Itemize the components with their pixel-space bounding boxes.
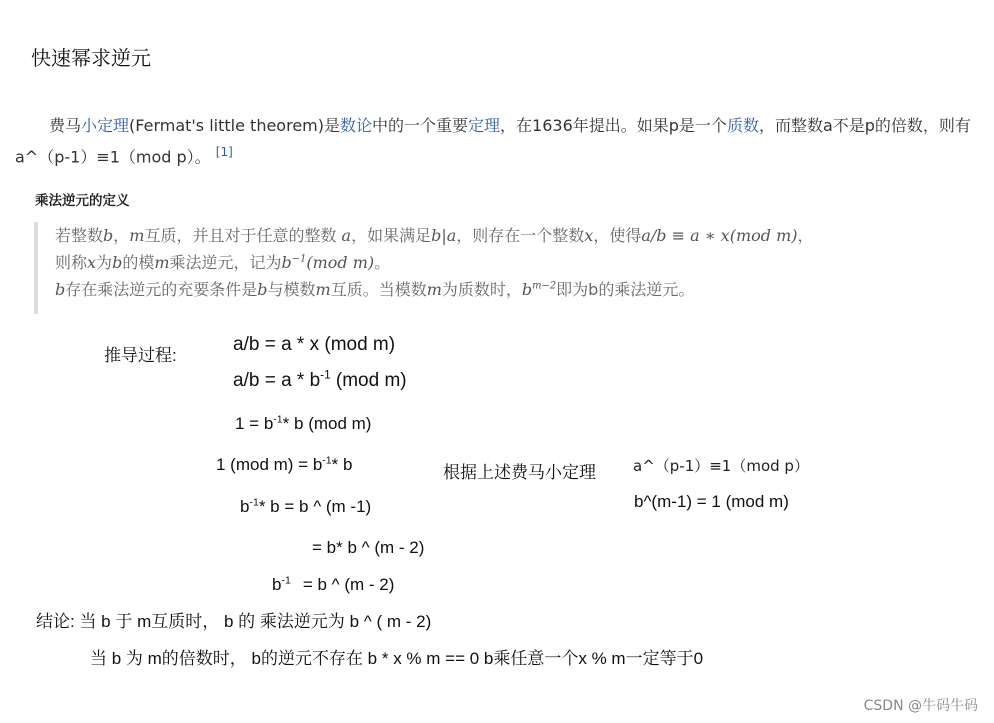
- definition-line-1: 若整数b，m互质，并且对于任意的整数 a，如果满足b|a，则存在一个整数x，使得a/b ≡ a ∗ x(mod m)，: [55, 226, 814, 245]
- section-heading: 乘法逆元的定义: [35, 193, 130, 209]
- derivation-step-6: = b* b ^ (m - 2): [312, 538, 425, 557]
- link-fermat-little-theorem[interactable]: 小定理: [81, 116, 130, 135]
- reference-link[interactable]: [1]: [215, 145, 233, 159]
- derivation-step-3: $1 = b^{-1}*$ b (mod m): [235, 413, 372, 433]
- derivation-label: 推导过程:: [104, 346, 177, 365]
- page-title: 快速幂求逆元: [31, 46, 151, 70]
- intro-text: 费马: [49, 116, 82, 135]
- intro-text: ，在1636年提出。如果p是一个: [500, 116, 727, 135]
- definition-line-3: b存在乘法逆元的充要条件是b与模数m互质。当模数m为质数时，$b^{m-2}$即为b的乘法逆元。: [55, 280, 695, 299]
- derivation-step-5: $b^{-1}*$ b = b ^ (m -1): [240, 496, 372, 516]
- definition-line-2: 则称x为b的模m乘法逆元，记为$b^{-1}(mod$ m)。: [55, 253, 391, 272]
- derivation-step-2: $a/b = a * b^{-1}$ (mod m): [233, 368, 407, 391]
- intro-text: ，而整数a不是p的倍数，则有a^（p-1）≡1（mod p）。: [15, 116, 971, 167]
- fermat-theorem-applied: b^(m-1) = 1 (mod m): [634, 492, 789, 511]
- link-theorem[interactable]: 定理: [468, 116, 501, 135]
- intro-text: 中的一个重要: [372, 116, 469, 135]
- conclusion-line-1: 结论: 当 b 于 m互质时， b 的 乘法逆元为 b ^ ( m - 2): [36, 612, 432, 631]
- conclusion-line-2: 当 b 为 m的倍数时， b的逆元不存在 b * x % m == 0 b乘任意一个x % m一定等于0: [90, 649, 704, 668]
- csdn-watermark: CSDN @牛码牛码: [863, 698, 978, 714]
- intro-paragraph: [15, 112, 977, 170]
- definition-quote: [34, 222, 934, 314]
- derivation-step-4: 1 (mod $m) = b^{-1}*$ b: [216, 454, 353, 474]
- intro-text: (Fermat's little theorem)是: [129, 116, 340, 135]
- link-number-theory[interactable]: 数论: [340, 116, 373, 135]
- derivation-step-1: a/b = a * x (mod m): [233, 334, 396, 355]
- link-prime[interactable]: 质数: [726, 116, 759, 135]
- derivation-step-7: $b^{-1} = b$ ^ (m - 2): [272, 574, 395, 594]
- derivation-note: 根据上述费马小定理: [443, 463, 596, 482]
- fermat-theorem-formula: a^（p-1）≡1（mod p）: [633, 457, 809, 475]
